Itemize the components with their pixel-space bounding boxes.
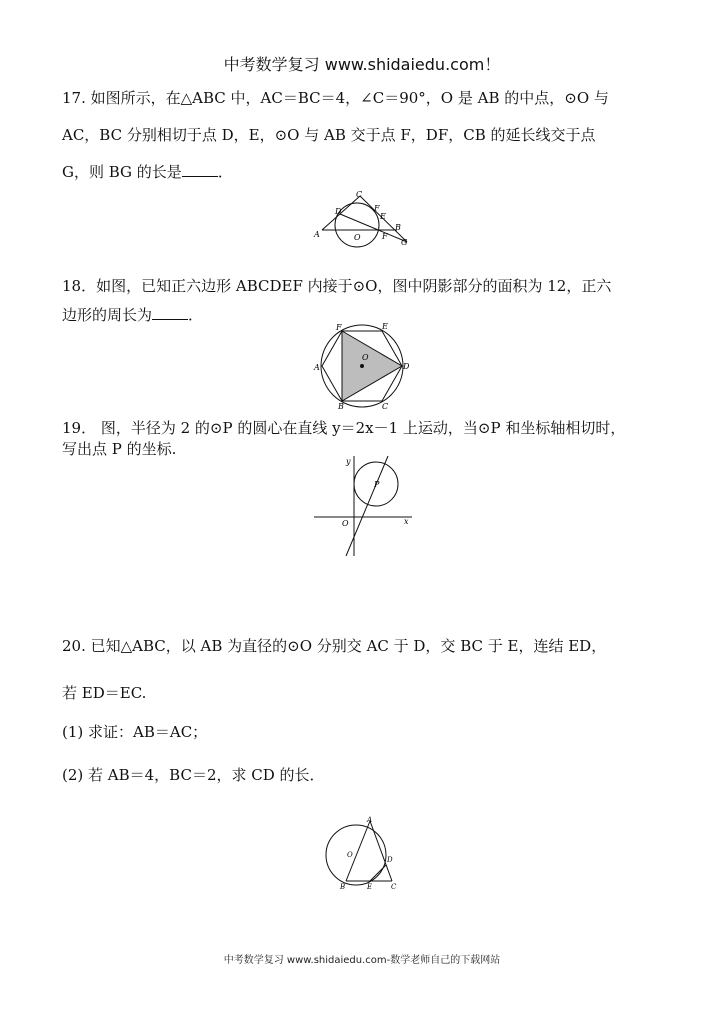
q18-label-d: D — [403, 362, 410, 371]
q17-label-o: O — [354, 233, 361, 242]
q17-label-g: G — [401, 238, 408, 247]
q18-line-2-text: 边形的周长为 — [62, 306, 153, 324]
q19-line-2: 写出点 P 的坐标. — [62, 440, 177, 458]
q17-label-a: A — [314, 230, 320, 239]
q17-label-b: B — [395, 223, 401, 232]
q19-figure — [314, 452, 414, 558]
q19-line-y-2x-1 — [346, 456, 388, 556]
q18-figure — [312, 320, 412, 410]
q20-label-a: A — [367, 816, 373, 824]
q18-answer-blank — [152, 305, 188, 320]
q18-label-o: O — [362, 353, 369, 362]
q19-line-1: 19． 图，半径为 2 的⊙P 的圆心在直线 y＝2x－1 上运动，当⊙P 和坐标轴相切时， — [62, 419, 626, 437]
q18-center-dot — [360, 364, 364, 368]
q19-label-y: y — [346, 457, 351, 466]
q18-label-b: B — [338, 402, 344, 410]
q17-line-3 — [62, 162, 233, 182]
q18-label-c: C — [382, 402, 389, 410]
page-footer: 中考数学复习 www.shidaiedu.com-数学老师自己的下载网站 — [223, 955, 501, 966]
q17-label-f2: F — [382, 232, 388, 241]
q19-label-p: P — [374, 480, 380, 489]
q17-figure — [312, 190, 412, 248]
q18-label-f: F — [336, 323, 342, 332]
q17-label-f: F — [374, 204, 380, 213]
q20-label-d: D — [387, 856, 393, 864]
q17-label-d: D — [335, 207, 342, 216]
q18-line-1: 18．如图，已知正六边形 ABCDEF 内接于⊙O，图中阴影部分的面积为 12，正六 — [62, 277, 612, 295]
q20-line-2: 若 ED＝EC. — [62, 684, 147, 702]
q19-label-x: x — [404, 517, 409, 526]
q17-label-e: E — [380, 212, 386, 221]
q17-answer-blank — [182, 162, 218, 177]
q20-label-o: O — [347, 851, 353, 859]
q20-label-b: B — [340, 883, 346, 891]
q20-part-1: (1) 求证：AB＝AC； — [62, 723, 208, 741]
page-header: 中考数学复习 www.shidaiedu.com！ — [223, 55, 501, 74]
q17-label-c: C — [356, 190, 363, 199]
q20-segment-ed — [370, 865, 386, 881]
q18-shaded-triangle — [342, 331, 402, 401]
q20-part-2: (2) 若 AB＝4，BC＝2，求 CD 的长． — [62, 766, 325, 784]
q20-label-c: C — [391, 883, 397, 891]
q20-figure — [320, 815, 404, 891]
q18-line-2-end: ． — [188, 306, 204, 324]
q17-line-3-end: ． — [217, 163, 233, 181]
q17-line-1: 17. 如图所示，在△ABC 中，AC＝BC＝4，∠C＝90°，O 是 AB 的中点，⊙O 与 — [62, 89, 609, 107]
q18-line-2 — [62, 305, 203, 325]
q20-line-1: 20. 已知△ABC，以 AB 为直径的⊙O 分别交 AC 于 D，交 BC 于 E，连结 ED， — [62, 637, 607, 655]
q19-label-o: O — [342, 519, 349, 528]
q18-label-e: E — [382, 322, 388, 331]
q17-line-3-text: G，则 BG 的长是 — [62, 163, 182, 181]
q20-label-e: E — [367, 883, 373, 891]
q18-label-a: A — [314, 363, 320, 372]
q17-line-2: AC，BC 分别相切于点 D，E，⊙O 与 AB 交于点 F，DF，CB 的延长线交于点 — [62, 126, 596, 144]
